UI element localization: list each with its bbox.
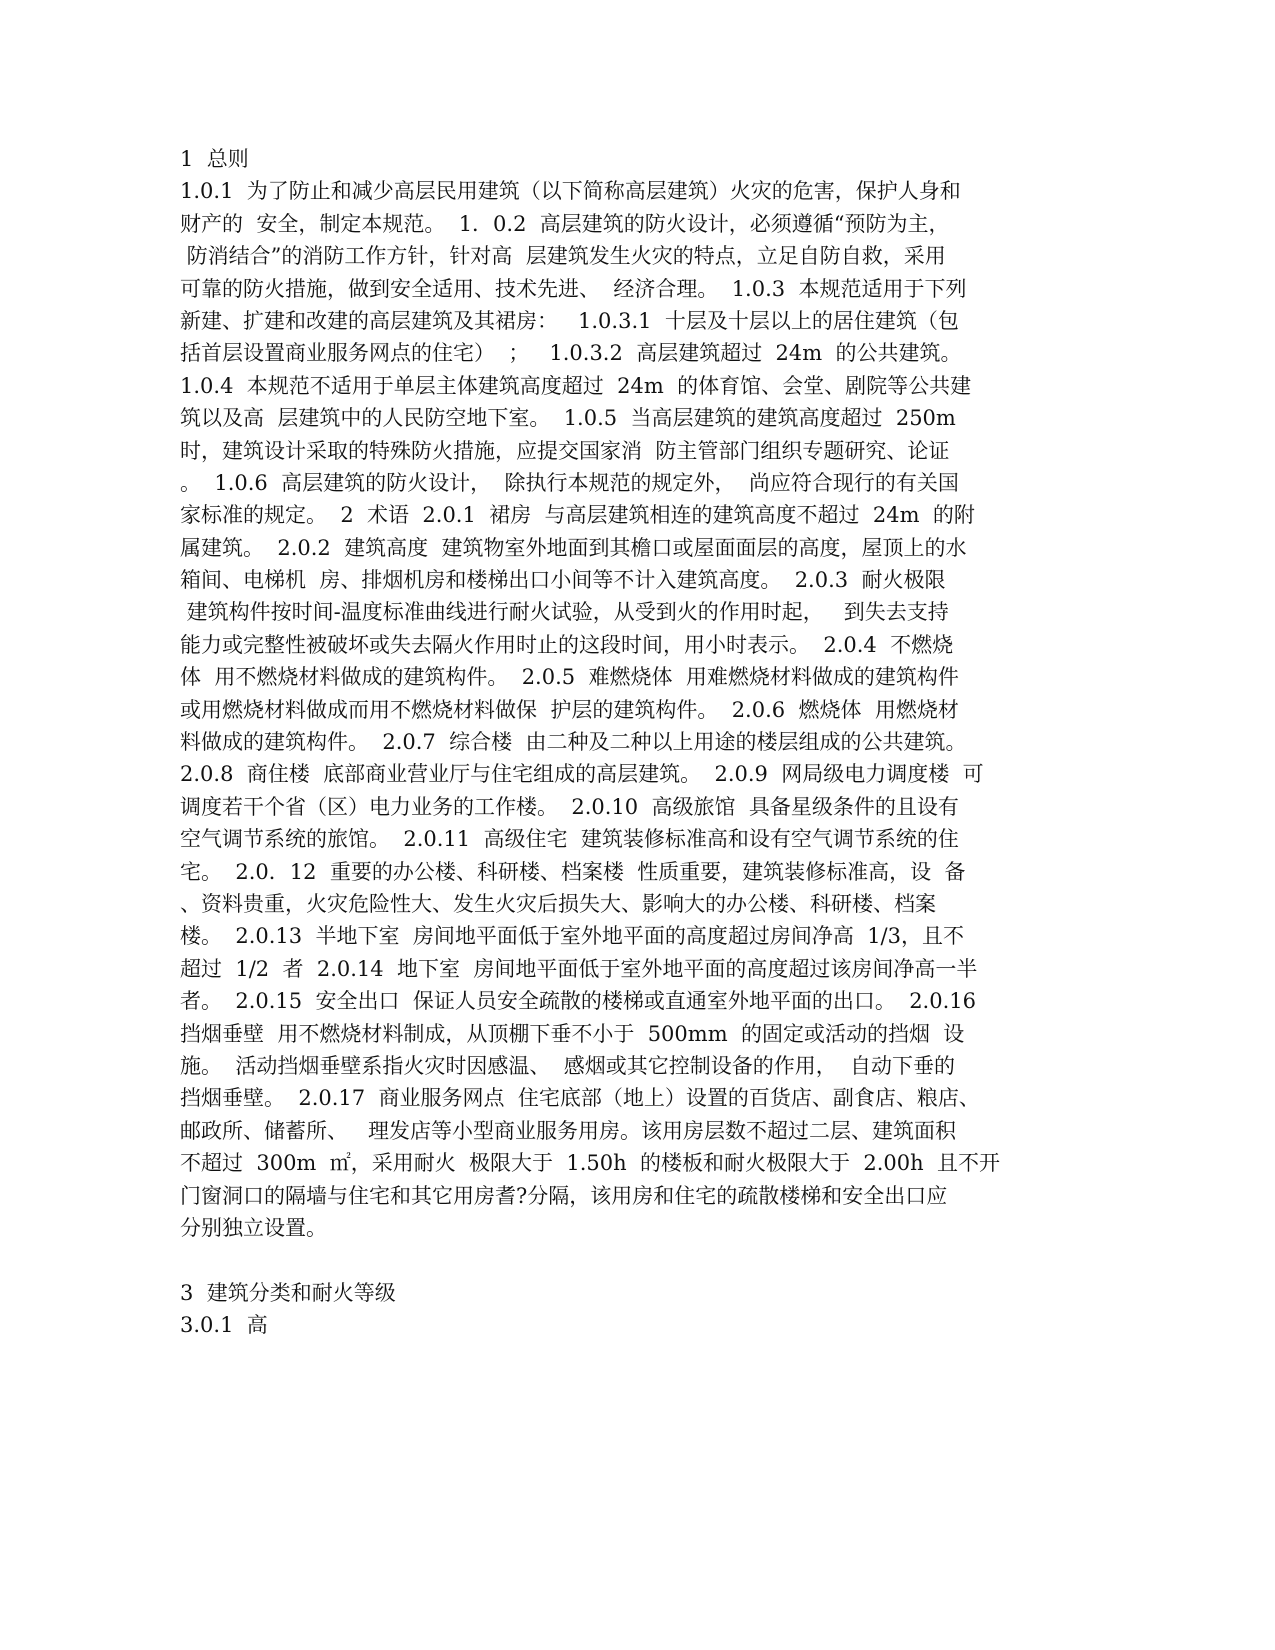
body-line: 属建筑。 2.0.2 建筑高度 建筑物室外地面到其檐口或屋面面层的高度，屋顶上的水 xyxy=(180,535,967,560)
body-line: 1.0.4 本规范不适用于单层主体建筑高度超过 24m 的体育馆、会堂、剧院等公共建 xyxy=(180,373,972,398)
body-line: 调度若干个省（区）电力业务的工作楼。 2.0.10 高级旅馆 具备星级条件的且设有 xyxy=(180,794,959,819)
body-line: 筑以及高 层建筑中的人民防空地下室。 1.0.5 当高层建筑的建筑高度超过 250m xyxy=(180,406,956,431)
body-line: 括首层设置商业服务网点的住宅） ； 1.0.3.2 高层建筑超过 24m 的公共建筑。 xyxy=(180,341,962,366)
body-line: 能力或完整性被破坏或失去隔火作用时止的这段时间，用小时表示。 2.0.4 不燃烧 xyxy=(180,632,954,657)
body-line: 者。 2.0.15 安全出口 保证人员安全疏散的楼梯或直通室外地平面的出口。 2.0.16 xyxy=(180,989,976,1014)
body-line: 宅。 2.0．12 重要的办公楼、科研楼、档案楼 性质重要，建筑装修标准高，设 备 xyxy=(180,859,966,884)
body-line: 或用燃烧材料做成而用不燃烧材料做保 护层的建筑构件。 2.0.6 燃烧体 用燃烧材 xyxy=(180,697,959,722)
body-line: 1.0.1 为了防止和减少高层民用建筑（以下简称高层建筑）火灾的危害，保护人身和 xyxy=(180,179,961,204)
paragraph-gap xyxy=(180,1244,1050,1276)
body-line: 不超过 300m ㎡，采用耐火 极限大于 1.50h 的楼板和耐火极限大于 2.00h 且不开 xyxy=(180,1151,1001,1176)
body-line: 新建、扩建和改建的高层建筑及其裙房： 1.0.3.1 十层及十层以上的居住建筑（包 xyxy=(180,308,959,333)
body-line: 家标准的规定。 2 术语 2.0.1 裙房 与高层建筑相连的建筑高度不超过 24m 的附 xyxy=(180,503,975,528)
body-line: 可靠的防火措施，做到安全适用、技术先进、 经济合理。 1.0.3 本规范适用于下列 xyxy=(180,276,967,301)
body-line: 建筑构件按时间-温度标准曲线进行耐火试验，从受到火的作用时起， 到失去支持 xyxy=(180,600,949,625)
body-line: 邮政所、储蓄所、 理发店等小型商业服务用房。该用房层数不超过二层、建筑面积 xyxy=(180,1118,957,1143)
body-line: 料做成的建筑构件。 2.0.7 综合楼 由二种及二种以上用途的楼层组成的公共建筑。 xyxy=(180,730,967,755)
section-heading-classification: 3 建筑分类和耐火等级 xyxy=(180,1280,396,1305)
body-line: 防消结合”的消防工作方针，针对高 层建筑发生火灾的特点，立足自防自救，采用 xyxy=(180,244,946,269)
body-line: 。 1.0.6 高层建筑的防火设计， 除执行本规范的规定外， 尚应符合现行的有关国 xyxy=(180,470,959,495)
body-line: 挡烟垂壁。 2.0.17 商业服务网点 住宅底部（地上）设置的百货店、副食店、粮店、 xyxy=(180,1086,980,1111)
body-line: 挡烟垂壁 用不燃烧材料制成，从顶棚下垂不小于 500mm 的固定或活动的挡烟 设 xyxy=(180,1021,965,1046)
body-line: 体 用不燃烧材料做成的建筑构件。 2.0.5 难燃烧体 用难燃烧材料做成的建筑构件 xyxy=(180,665,959,690)
section3-first-clause: 3.0.1 高 xyxy=(180,1313,268,1338)
section-heading-general: 1 总则 xyxy=(180,147,249,171)
body-line: 箱间、电梯机 房、排烟机房和楼梯出口小间等不计入建筑高度。 2.0.3 耐火极限 xyxy=(180,568,946,593)
body-line: 空气调节系统的旅馆。 2.0.11 高级住宅 建筑装修标准高和设有空气调节系统的住 xyxy=(180,827,959,852)
body-line: 施。 活动挡烟垂壁系指火灾时因感温、 感烟或其它控制设备的作用， 自动下垂的 xyxy=(180,1053,956,1078)
document-body xyxy=(180,175,1050,1244)
body-line: 、资料贵重，火灾危险性大、发生火灾后损失大、影响大的办公楼、科研楼、档案 xyxy=(180,891,936,916)
body-line: 超过 1/2 者 2.0.14 地下室 房间地平面低于室外地平面的高度超过该房间净高一半 xyxy=(180,956,978,981)
body-line: 财产的 安全，制定本规范。 1．0.2 高层建筑的防火设计，必须遵循“预防为主， xyxy=(180,211,950,236)
body-line: 门窗洞口的隔墙与住宅和其它用房耆?分隔，该用房和住宅的疏散楼梯和安全出口应 xyxy=(180,1183,948,1208)
body-line: 分别独立设置。 xyxy=(180,1215,327,1240)
body-line: 2.0.8 商住楼 底部商业营业厅与住宅组成的高层建筑。 2.0.9 网局级电力调度楼 可 xyxy=(180,762,984,787)
document-page xyxy=(180,143,1050,1341)
body-line: 时，建筑设计采取的特殊防火措施，应提交国家消 防主管部门组织专题研究、论证 xyxy=(180,438,950,463)
body-line: 楼。 2.0.13 半地下室 房间地平面低于室外地平面的高度超过房间净高 1/3，且不 xyxy=(180,924,964,949)
